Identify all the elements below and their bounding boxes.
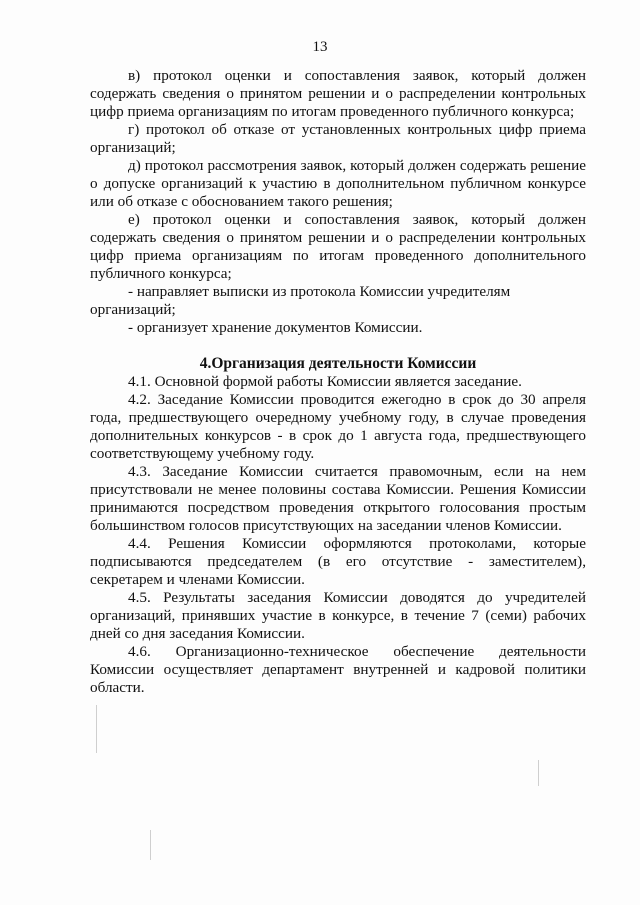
paragraph-4-5: 4.5. Результаты заседания Комиссии доводятся до учредителей организаций, принявших участие в конкурсе, в течение 7 (семи) рабочих дней со дня заседания Комиссии. [90, 589, 586, 642]
paragraph-4-3: 4.3. Заседание Комиссии считается правомочным, если на нем присутствовали не менее половины состава Комиссии. Решения Комиссии принимаются посредством проведения открытого голосования простым большинством голосов присутствующих на заседании членов Комиссии. [90, 463, 586, 534]
paragraph-protocol-v: в) протокол оценки и сопоставления заявок, который должен содержать сведения о принятом решении и о распределении контрольных цифр приема организациям по итогам проведенного публичного конкурса; [90, 67, 586, 120]
scan-artifact [150, 830, 151, 860]
paragraph-4-1: 4.1. Основной формой работы Комиссии является заседание. [128, 373, 522, 390]
list-item-store-documents: - организует хранение документов Комиссии. [128, 319, 423, 336]
paragraph-4-6: 4.6. Организационно-техническое обеспечение деятельности Комиссии осуществляет департамент внутренней и кадровой политики области. [90, 643, 586, 696]
page-number: 13 [312, 39, 328, 55]
paragraph-protocol-e: е) протокол оценки и сопоставления заявок, который должен содержать сведения о принятом решении и о распределении контрольных цифр приема организациям по итогам проведенного дополнительного публичного конкурса; [90, 211, 586, 282]
paragraph-protocol-g: г) протокол об отказе от установленных контрольных цифр приема организаций; [90, 121, 586, 156]
paragraph-4-2: 4.2. Заседание Комиссии проводится ежегодно в срок до 30 апреля года, предшествующего очередному учебному году, в случае проведения дополнительных конкурсов - в срок до 1 августа года, предшествующего соответствующему учебному году. [90, 391, 586, 462]
section-title: 4.Организация деятельности Комиссии [199, 355, 477, 372]
scan-artifact [96, 705, 97, 753]
document-body [90, 67, 586, 697]
paragraph-4-4: 4.4. Решения Комиссии оформляются протоколами, которые подписываются председателем (в его отсутствие - заместителем), секретарем и членами Комиссии. [90, 535, 586, 588]
paragraph-protocol-d: д) протокол рассмотрения заявок, который должен содержать решение о допуске организаций к участию в дополнительном публичном конкурсе или об отказе с обоснованием такого решения; [90, 157, 586, 210]
scan-artifact [538, 760, 539, 786]
list-item-send-extracts: - направляет выписки из протокола Комиссии учредителям организаций; [90, 283, 511, 318]
